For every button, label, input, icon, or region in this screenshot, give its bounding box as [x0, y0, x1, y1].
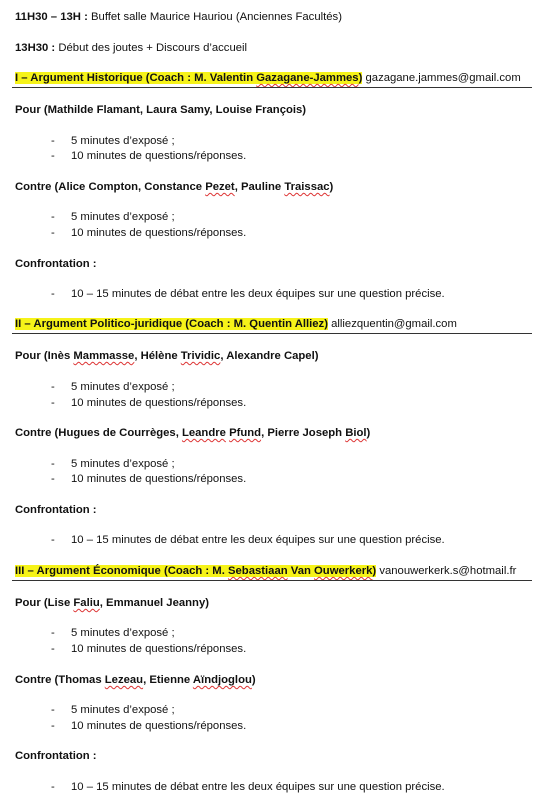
schedule-time: 11H30 – 13H : — [15, 11, 88, 23]
schedule-text: Buffet salle Maurice Hauriou (Anciennes Facultés) — [87, 11, 342, 23]
team-contre: Contre (Alice Compton, Constance Pezet, Pauline Traissac) — [15, 181, 334, 193]
coach-email-link[interactable]: alliezquentin@gmail.com — [327, 318, 457, 330]
section-divider — [12, 333, 532, 334]
section-heading: I – Argument Historique (Coach : M. Valentin Gazagane-Jammes) — [15, 72, 363, 84]
section-heading: III – Argument Économique (Coach : M. Sebastiaan Van Ouwerkerk) — [15, 565, 377, 577]
section-divider — [12, 87, 532, 88]
section-heading: II – Argument Politico-juridique (Coach : M. Quentin Alliez) — [15, 318, 328, 330]
schedule-text: Début des joutes + Discours d’accueil — [55, 42, 248, 54]
team-contre: Contre (Hugues de Courrèges, Leandre Pfund, Pierre Joseph Biol) — [15, 427, 371, 439]
team-pour: Pour (Inès Mammasse, Hélène Trividic, Alexandre Capel) — [15, 350, 319, 362]
section-title-historique — [15, 71, 521, 85]
coach-email-link[interactable]: gazagane.jammes@gmail.com — [362, 72, 521, 84]
section-divider — [12, 580, 532, 581]
team-pour: Pour (Lise Faliu, Emmanuel Jeanny) — [15, 597, 210, 609]
confrontation-label: Confrontation : — [15, 258, 97, 270]
section-title-politico-juridique — [15, 317, 457, 331]
section-title-economique — [15, 564, 516, 578]
team-pour: Pour (Mathilde Flamant, Laura Samy, Louise François) — [15, 104, 307, 116]
team-contre: Contre (Thomas Lezeau, Etienne Aïndjoglou) — [15, 674, 256, 686]
schedule-buffet — [15, 10, 342, 24]
schedule-time: 13H30 : — [15, 42, 56, 54]
schedule-debut — [15, 41, 247, 55]
confrontation-label: Confrontation : — [15, 504, 97, 516]
confrontation-label: Confrontation : — [15, 750, 97, 762]
coach-email-link[interactable]: vanouwerkerk.s@hotmail.fr — [376, 565, 517, 577]
